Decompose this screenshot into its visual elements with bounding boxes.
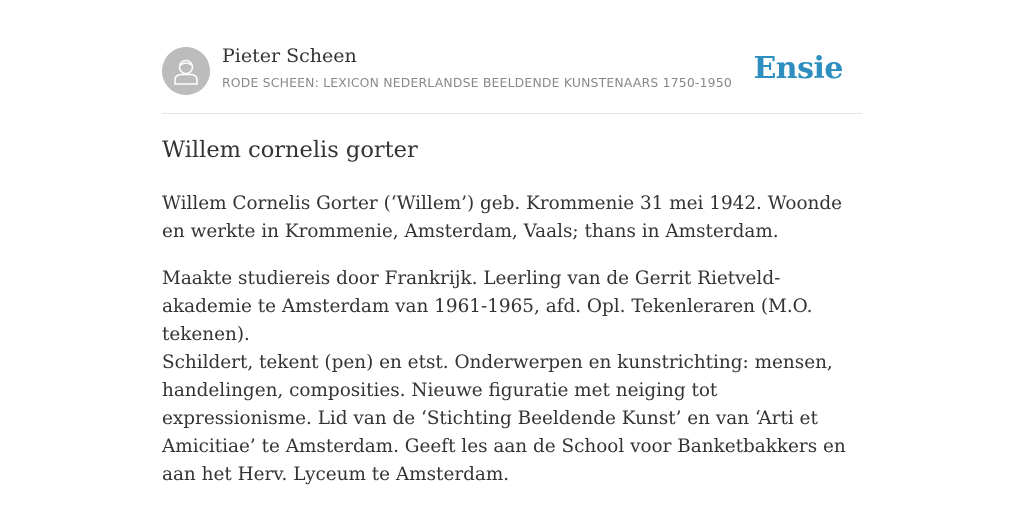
- article-paragraph: Willem Cornelis Gorter (‘Willem’) geb. Krommenie 31 mei 1942. Woonde en werkte in Krommenie, Amsterdam, Vaals; thans in Amsterdam.: [162, 193, 843, 242]
- user-icon: [162, 47, 210, 95]
- article-paragraph: Schildert, tekent (pen) en etst. Onderwerpen en kunstrichting: mensen, handelingen, composities. Nieuwe figuratie met neiging tot expressionisme. Lid van de ‘Stichting Beeldende Kunst’ en van ‘Arti et Amicitiae’ te Amsterdam. Geeft les aan de School voor Banketbakkers en aan het Herv. Lyceum te Amsterdam.: [162, 352, 846, 485]
- article-paragraph: Maakte studiereis door Frankrijk. Leerling van de Gerrit Rietveld-akademie te Amsterdam van 1961-1965, afd. Opl. Tekenleraren (M.O. tekenen).: [162, 268, 813, 345]
- article-title: Willem cornelis gorter: [162, 137, 418, 163]
- author-name[interactable]: Pieter Scheen: [222, 45, 357, 67]
- avatar[interactable]: [162, 47, 210, 95]
- page: [162, 0, 862, 512]
- ensie-logo[interactable]: Ensie: [753, 51, 843, 86]
- header: [162, 0, 862, 114]
- source-title[interactable]: RODE SCHEEN: LEXICON NEDERLANDSE BEELDENDE KUNSTENAARS 1750-1950: [222, 75, 732, 90]
